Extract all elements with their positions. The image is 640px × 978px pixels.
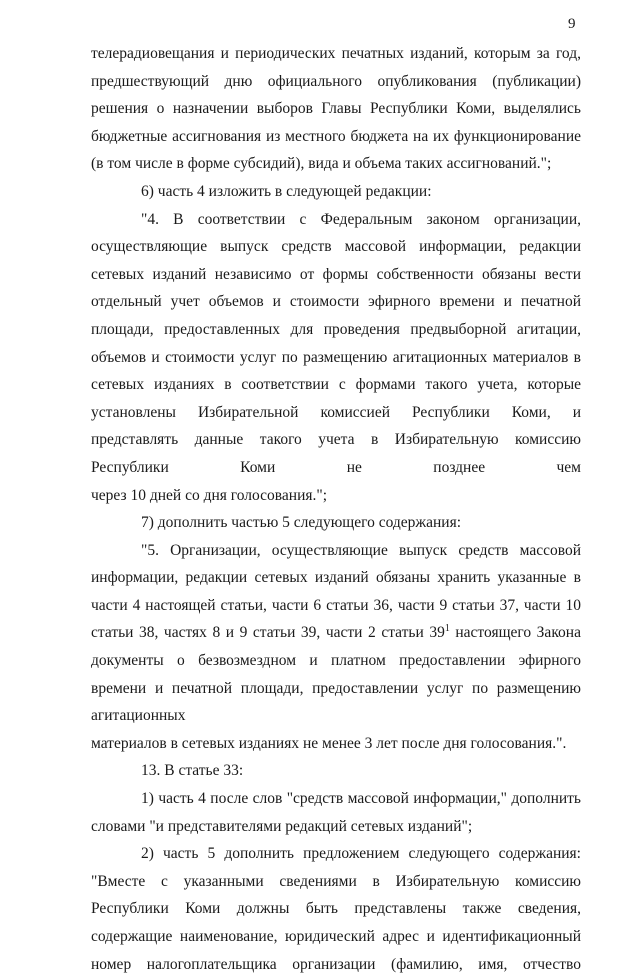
superscript-1: 1 — [444, 623, 450, 635]
item-7: 7) дополнить частью 5 следующего содержания: — [141, 514, 462, 532]
item-1-text-end: словами "и представителями редакций сетевых изданий"; — [91, 817, 473, 835]
paragraph-continuation-end: (в том числе в форме субсидий), вида и объема таких ассигнований."; — [91, 155, 552, 173]
part-4-text-lines: осуществляющие выпуск средств массовой информации, редакции сетевых изданий независимо от формы собственности обязаны вести отдельный учет объемов и стоимости эфирного времени и печатной площади, предоставленных для проведения предвыборной агитации, объемов и стоимости услуг по размещению агитационных материалов в сетевых изданиях в соответствии с формами такого учета, которые установлены Избирательной комиссией Республики Коми, и представлять данные такого учета в Избирательную комиссию Республики Коми не позднее чем — [91, 238, 582, 476]
item-6: 6) часть 4 изложить в следующей редакции: — [141, 182, 432, 200]
item-2-text: 2) часть 5 дополнить предложением следующего содержания: — [141, 845, 581, 863]
item-1-text: 1) часть 4 после слов "средств массовой информации," дополнить — [141, 790, 581, 808]
part-4-text: "4. В соответствии с Федеральным законом организации, — [141, 210, 581, 228]
paragraph-continuation: телерадиовещания и периодических печатных изданий, которым за год, предшествующий дню официального опубликования (публикации) решения о назначении выборов Главы Республики Коми, выделялись бюджетные ассигнования из местного бюджета на их функционирование — [91, 45, 581, 145]
part-4-text-end: через 10 дней со дня голосования."; — [91, 486, 328, 504]
part-5-text-lines: информации, редакции сетевых изданий обязаны хранить указанные в части 4 настоящей статьи, части 6 статьи 36, части 9 статьи 37, части 10 статьи 38, частях 8 и 9 статьи 39, части 2 статьи $39^1$ настоящего Закона документы о безвозмездном и платном предоставлении эфирного времени и печатной площади, предоставлении услуг по размещению агитационных — [91, 569, 581, 725]
document-body — [91, 40, 581, 978]
part-5-text-end: материалов в сетевых изданиях не менее 3 лет после дня голосования.". — [91, 734, 567, 752]
item-13: 13. В статье 33: — [141, 762, 244, 780]
item-2-text-lines: "Вместе с указанными сведениями в Избирательную комиссию Республики Коми должны быть представлены также сведения, содержащие наименование, юридический адрес и идентификационный номер налогоплательщика организации (фамилию, имя, отчество — [91, 872, 581, 973]
part-5-text: "5. Организации, осуществляющие выпуск средств массовой — [141, 541, 581, 559]
page-number: 9 — [568, 16, 576, 32]
